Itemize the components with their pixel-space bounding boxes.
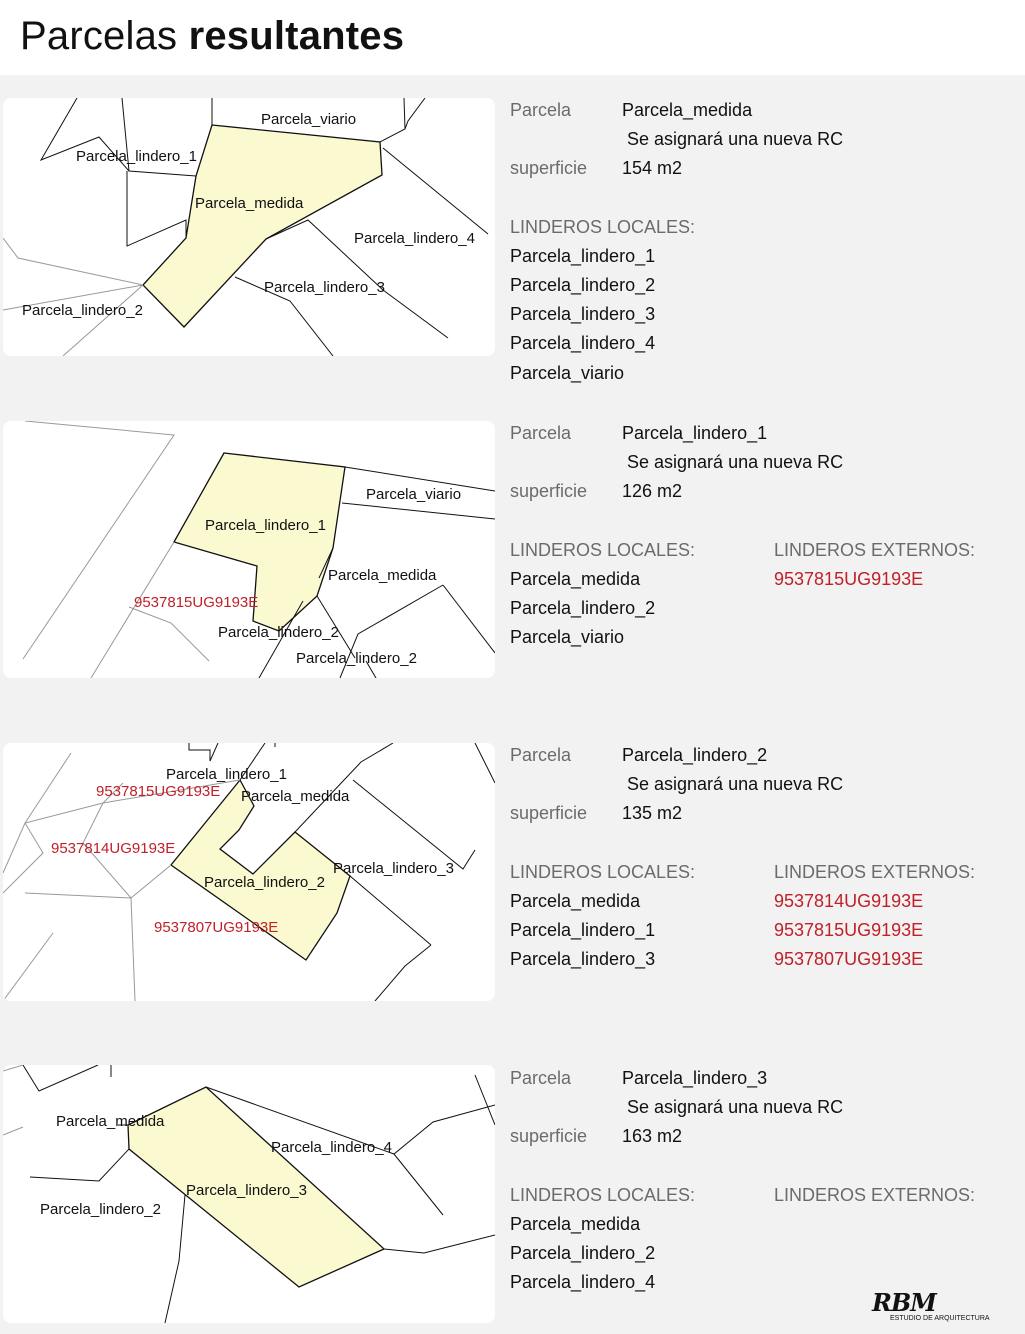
- superficie-key: superficie: [510, 158, 588, 178]
- lindero-local: Parcela_lindero_4: [510, 333, 656, 353]
- map-label: Parcela_lindero_1: [205, 517, 326, 534]
- page-title-light: Parcelas: [20, 14, 178, 58]
- lindero-local: Parcela_medida: [510, 891, 641, 911]
- logo-subtitle: ESTUDIO DE ARQUITECTURA: [890, 1315, 990, 1322]
- map-label: Parcela_viario: [261, 111, 357, 128]
- lindero-local: Parcela_medida: [510, 569, 641, 589]
- lindero-local: Parcela_lindero_2: [510, 275, 656, 295]
- linderos-externos-heading: LINDEROS EXTERNOS:: [774, 862, 976, 882]
- map-label: Parcela_lindero_4: [271, 1139, 392, 1156]
- lindero-local: Parcela_lindero_2: [510, 598, 656, 618]
- page-title-bold: resultantes: [188, 14, 405, 58]
- lindero-local: Parcela_lindero_1: [510, 920, 656, 940]
- linderos-locales-heading: LINDEROS LOCALES:: [510, 540, 696, 560]
- lindero-local: Parcela_lindero_3: [510, 949, 656, 969]
- map-ext-label: 9537814UG9193E: [51, 840, 176, 857]
- lindero-local: Parcela_lindero_2: [510, 1243, 656, 1263]
- map-parcela-lindero-1: [3, 421, 495, 678]
- parcela-key: Parcela: [510, 1068, 572, 1088]
- rc-note: Se asignará una nueva RC: [627, 1097, 844, 1117]
- lindero-local: Parcela_viario: [510, 363, 625, 383]
- logo-mark: RBM: [872, 1288, 936, 1317]
- rc-note: Se asignará una nueva RC: [627, 774, 844, 794]
- parcela-key: Parcela: [510, 745, 572, 765]
- map-label: Parcela_lindero_3: [264, 279, 385, 296]
- linderos-locales-heading: LINDEROS LOCALES:: [510, 217, 696, 237]
- superficie-key: superficie: [510, 803, 588, 823]
- lindero-local: Parcela_viario: [510, 627, 625, 647]
- parcela-name: Parcela_lindero_3: [622, 1068, 768, 1088]
- map-label: Parcela_lindero_4: [354, 230, 475, 247]
- studio-logo: [868, 1288, 998, 1328]
- lindero-externo: 9537815UG9193E: [774, 920, 924, 940]
- rc-note: Se asignará una nueva RC: [627, 452, 844, 472]
- lindero-local: Parcela_medida: [510, 1214, 641, 1234]
- map-parcela-lindero-2: [3, 743, 495, 1001]
- map-label: Parcela_lindero_2: [22, 302, 143, 319]
- rc-note: Se asignará una nueva RC: [627, 129, 844, 149]
- parcela-name: Parcela_medida: [622, 100, 753, 120]
- map-label: Parcela_lindero_3: [333, 860, 454, 877]
- parcela-key: Parcela: [510, 423, 572, 443]
- map-label: Parcela_lindero_1: [76, 148, 197, 165]
- map-label: Parcela_lindero_2: [40, 1201, 161, 1218]
- map-parcela-medida: [3, 98, 495, 356]
- map-ext-label: 9537815UG9193E: [96, 783, 221, 800]
- linderos-externos-heading: LINDEROS EXTERNOS:: [774, 1185, 976, 1205]
- map-label: Parcela_medida: [56, 1113, 165, 1130]
- map-label: Parcela_medida: [328, 567, 437, 584]
- lindero-externo: 9537815UG9193E: [774, 569, 924, 589]
- map-label: Parcela_lindero_2: [218, 624, 339, 641]
- page-title: [20, 14, 404, 59]
- superficie-key: superficie: [510, 1126, 588, 1146]
- lindero-externo: 9537814UG9193E: [774, 891, 924, 911]
- map-label: Parcela_medida: [195, 195, 304, 212]
- map-label: Parcela_lindero_2: [296, 650, 417, 667]
- linderos-externos-heading: LINDEROS EXTERNOS:: [774, 540, 976, 560]
- parcela-name: Parcela_lindero_1: [622, 423, 768, 443]
- lindero-local: Parcela_lindero_1: [510, 246, 656, 266]
- lindero-local: Parcela_lindero_3: [510, 304, 656, 324]
- linderos-locales-heading: LINDEROS LOCALES:: [510, 862, 696, 882]
- map-label: Parcela_lindero_1: [166, 766, 287, 783]
- map-ext-label: 9537807UG9193E: [154, 919, 279, 936]
- map-label: Parcela_viario: [366, 486, 462, 503]
- lindero-local: Parcela_lindero_4: [510, 1272, 656, 1292]
- superficie-value: 135 m2: [622, 803, 683, 823]
- superficie-value: 154 m2: [622, 158, 683, 178]
- lindero-externo: 9537807UG9193E: [774, 949, 924, 969]
- linderos-locales-heading: LINDEROS LOCALES:: [510, 1185, 696, 1205]
- superficie-value: 163 m2: [622, 1126, 683, 1146]
- parcela-key: Parcela: [510, 100, 572, 120]
- map-label: Parcela_lindero_2: [204, 874, 325, 891]
- superficie-key: superficie: [510, 481, 588, 501]
- map-ext-label: 9537815UG9193E: [134, 594, 259, 611]
- map-label: Parcela_lindero_3: [186, 1182, 307, 1199]
- page-header: [0, 0, 1025, 75]
- map-parcela-lindero-3: [3, 1065, 495, 1323]
- superficie-value: 126 m2: [622, 481, 683, 501]
- map-label: Parcela_medida: [241, 788, 350, 805]
- parcela-name: Parcela_lindero_2: [622, 745, 768, 765]
